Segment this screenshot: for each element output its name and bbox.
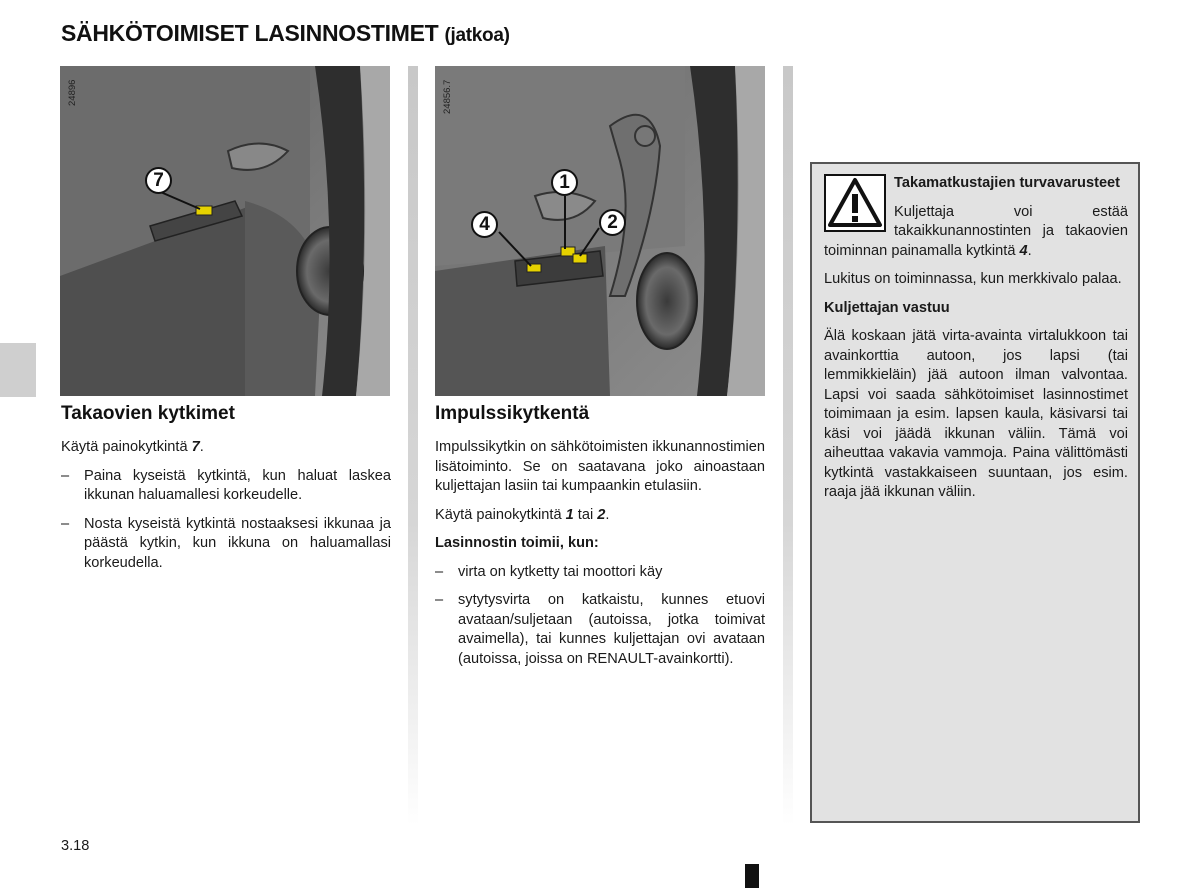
callout-4: 4 — [471, 211, 498, 238]
rear-door-illustration — [60, 66, 390, 396]
chapter-tab — [0, 343, 36, 397]
callout-7: 7 — [145, 167, 172, 194]
rear-door-drawing — [60, 66, 390, 396]
page-title — [61, 20, 510, 47]
warning-content — [824, 174, 1128, 512]
left-column — [61, 403, 391, 582]
section-heading: Impulssikytkentä — [435, 403, 590, 424]
subheading: Lasinnostin toimii, kun: — [435, 535, 599, 551]
page-edge-mark — [745, 864, 759, 888]
warning-title: Takamatkustajien turvavarusteet — [894, 175, 1121, 191]
column-divider-left — [408, 66, 418, 826]
list-item: – virta on kytketty tai moottori käy — [435, 563, 663, 580]
section-heading: Takaovien kytkimet — [61, 403, 235, 424]
page-title-main: SÄHKÖTOIMISET LASINNOSTIMET — [61, 20, 439, 46]
warning-triangle-icon — [824, 174, 886, 232]
list-item: – Paina kyseistä kytkintä, kun haluat laskea ikkunan haluamallesi korkeudelle. — [61, 467, 391, 503]
warning-paragraph: Kuljettaja voi estää takaikkunannostinten ja takaovien toiminnan painamalla kytkintä 4. — [824, 203, 1128, 259]
list-item: – sytytysvirta on katkaistu, kunnes etuovi avataan/suljetaan (autoissa, jotka toimivat avaimella), tai kunnes kuljettajan ovi avataan (autoissa, joissa on RENAULT-avainkortti). — [435, 592, 765, 667]
callout-2: 2 — [599, 209, 626, 236]
page-title-subtitle: (jatkoa) — [444, 25, 510, 46]
column-divider-right — [783, 66, 793, 826]
figure-code: 24856.7 — [442, 79, 453, 114]
paragraph: Impulssikytkin on sähkötoimisten ikkunannostimien lisätoiminto. Se on saatavana joko ainoastaan kuljettajan lasiin tai kumpaankin etulasiin. — [435, 439, 765, 494]
intro-text: Käytä painokytkintä 7. — [61, 439, 204, 455]
warning-paragraph: Lukitus on toiminnassa, kun merkkivalo palaa. — [824, 271, 1122, 287]
figure-code: 24896 — [67, 79, 78, 106]
callout-1: 1 — [551, 169, 578, 196]
warning-subheading: Kuljettajan vastuu — [824, 299, 950, 316]
middle-column — [435, 403, 765, 678]
list-item: – Nosta kyseistä kytkintä nostaaksesi ikkunaa ja päästä kytkin, kun ikkuna on haluamallasi korkeudella. — [61, 515, 391, 571]
page-number: 3.18 — [61, 838, 90, 854]
usage-text: Käytä painokytkintä 1 tai 2. — [435, 506, 610, 523]
warning-paragraph: Älä koskaan jätä virta-avainta virtalukkoon tai avainkorttia autoon, jos lapsi (tai lemmikkieläin) jää autoon ilman valvontaa. Lapsi voi saada sähkötoimiset lasinnostimet toimimaan ja esim. lapsen kaula, käsivarsi tai käsi voi jäädä ikkunan väliin. Tämä voi aiheuttaa vakavia vammoja. Paina välittömästi kytkintä vastakkaiseen suuntaan, jos esim. raaja jää ikkunan väliin. — [824, 328, 1128, 500]
warning-box — [810, 162, 1140, 823]
front-door-illustration — [435, 66, 765, 396]
